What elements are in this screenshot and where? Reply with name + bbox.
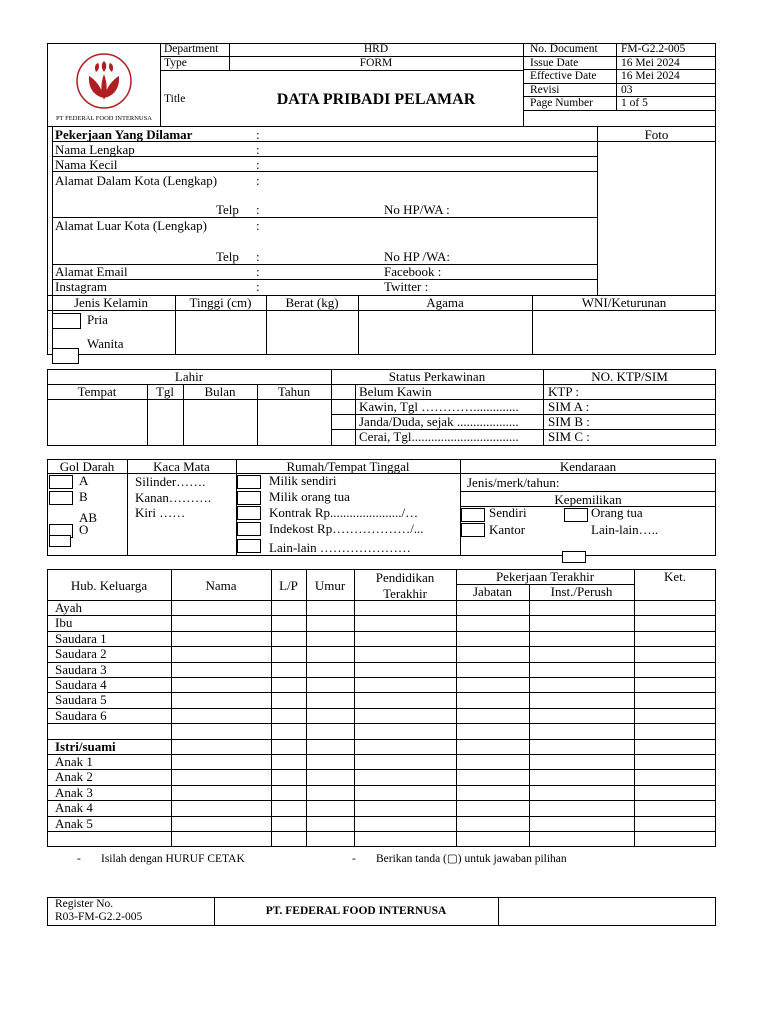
- register-value: R03-FM-G2.2-005: [55, 911, 143, 923]
- note-dash: -: [352, 853, 356, 865]
- janda-duda-label: Janda/Duda, sejak ...................: [359, 414, 519, 429]
- page-title: DATA PRIBADI PELAMAR: [276, 91, 476, 108]
- umur-header: Umur: [314, 578, 346, 593]
- gol-a-checkbox[interactable]: [49, 475, 73, 489]
- milik-sendiri-checkbox[interactable]: [237, 475, 261, 489]
- telp-label: Telp: [216, 249, 239, 264]
- family-relation-label: Ayah: [55, 600, 82, 615]
- table-row[interactable]: [48, 692, 715, 707]
- lp-header: L/P: [279, 578, 298, 593]
- bulan-header: Bulan: [204, 384, 236, 399]
- nama-header: Nama: [205, 578, 237, 593]
- table-row[interactable]: [48, 662, 715, 677]
- nama-lengkap-label: Nama Lengkap: [55, 142, 135, 157]
- family-relation-label: Saudara 2: [55, 646, 107, 661]
- twitter-label: Twitter :: [384, 279, 429, 294]
- no-document-value: FM-G2.2-005: [621, 43, 686, 55]
- gol-ab-label: AB: [79, 510, 98, 525]
- milik-ortu-checkbox[interactable]: [237, 491, 261, 505]
- table-row[interactable]: [48, 739, 715, 754]
- gol-o-checkbox[interactable]: [49, 535, 71, 547]
- sim-a-label: SIM A :: [548, 399, 590, 414]
- colon: :: [256, 202, 260, 217]
- ktp-label: KTP :: [548, 384, 579, 399]
- wanita-label: Wanita: [87, 336, 124, 351]
- pria-label: Pria: [87, 312, 108, 327]
- belum-kawin-label: Belum Kawin: [359, 384, 432, 399]
- note-huruf-cetak: Isilah dengan HURUF CETAK: [101, 853, 245, 865]
- rumah-header: Rumah/Tempat Tinggal: [286, 459, 410, 474]
- sim-c-label: SIM C :: [548, 429, 590, 444]
- pekerjaan-terakhir-header: Pekerjaan Terakhir: [495, 569, 595, 584]
- tahun-header: Tahun: [277, 384, 311, 399]
- cerai-label: Cerai, Tgl.................................: [359, 429, 519, 444]
- family-relation-label: Saudara 1: [55, 631, 107, 646]
- table-row[interactable]: [48, 708, 715, 723]
- nama-kecil-label: Nama Kecil: [55, 157, 118, 172]
- colon: :: [256, 218, 260, 233]
- department-label: Department: [164, 43, 219, 55]
- wanita-checkbox[interactable]: [52, 348, 79, 364]
- colon: :: [256, 127, 260, 142]
- note-dash: -: [77, 853, 81, 865]
- revisi-label: Revisi: [530, 84, 560, 96]
- jenis-kelamin-header: Jenis Kelamin: [73, 295, 148, 310]
- family-relation-label: Anak 1: [55, 754, 93, 769]
- family-relation-label: Istri/suami: [55, 739, 116, 754]
- photo-area[interactable]: [598, 142, 715, 294]
- lain-lain-rumah-checkbox[interactable]: [237, 539, 261, 553]
- note-tanda: Berikan tanda (▢) untuk jawaban pilihan: [376, 853, 567, 865]
- cerai-checkbox[interactable]: [332, 430, 355, 445]
- tgl-header: Tgl: [155, 384, 175, 399]
- table-row[interactable]: [48, 677, 715, 692]
- milik-sendiri-label: Milik sendiri: [269, 473, 337, 488]
- gol-b-label: B: [79, 489, 88, 504]
- effective-date-label: Effective Date: [530, 70, 597, 82]
- inst-header: Inst./Perush: [550, 584, 613, 599]
- hub-keluarga-header: Hub. Keluarga: [70, 578, 148, 593]
- no-hp-wa-label: No HP /WA:: [384, 249, 450, 264]
- colon: :: [256, 173, 260, 188]
- jenis-merk-label: Jenis/merk/tahun:: [467, 475, 560, 490]
- milik-ortu-label: Milik orang tua: [269, 489, 350, 504]
- family-relation-label: Saudara 5: [55, 692, 107, 707]
- colon: :: [256, 157, 260, 172]
- company-small-label: PT FEDERAL FOOD INTERNUSA: [56, 115, 152, 122]
- indekost-label: Indekost Rp………………/...: [269, 521, 424, 536]
- silinder-label: Silinder…….: [135, 474, 206, 489]
- kantor-label: Kantor: [489, 522, 526, 537]
- gol-o-label: O: [79, 522, 89, 537]
- foto-label: Foto: [644, 127, 669, 142]
- table-row[interactable]: [48, 631, 715, 646]
- telp-label: Telp: [216, 202, 239, 217]
- table-row[interactable]: [48, 800, 715, 815]
- family-relation-label: Ibu: [55, 615, 73, 630]
- gol-darah-header: Gol Darah: [59, 459, 115, 474]
- table-row[interactable]: [48, 646, 715, 661]
- no-document-label: No. Document: [530, 43, 598, 55]
- family-relation-label: Anak 3: [55, 785, 93, 800]
- gol-b-checkbox[interactable]: [49, 491, 73, 505]
- issue-date-value: 16 Mei 2024: [621, 57, 680, 69]
- tempat-header: Tempat: [77, 384, 117, 399]
- kendaraan-header: Kendaraan: [559, 459, 617, 474]
- facebook-label: Facebook :: [384, 264, 442, 279]
- colon: :: [256, 264, 260, 279]
- no-hp-wa-label: No HP/WA :: [384, 202, 450, 217]
- company-logo-icon: [74, 52, 134, 110]
- kontrak-label: Kontrak Rp....................../…: [269, 505, 419, 520]
- alamat-email-label: Alamat Email: [55, 264, 128, 279]
- register-label: Register No.: [55, 898, 114, 910]
- family-relation-label: Saudara 3: [55, 662, 107, 677]
- issue-date-label: Issue Date: [530, 57, 579, 69]
- pria-checkbox[interactable]: [52, 313, 81, 329]
- jabatan-header: Jabatan: [473, 584, 512, 599]
- family-relation-label: Saudara 4: [55, 677, 107, 692]
- kanan-label: Kanan……….: [135, 490, 212, 505]
- kaca-mata-header: Kaca Mata: [153, 459, 210, 474]
- table-row[interactable]: [48, 816, 715, 831]
- lain-lain-rumah-label: Lain-lain …………………: [269, 540, 411, 555]
- pekerjaan-label: Pekerjaan Yang Dilamar: [55, 127, 193, 142]
- instagram-label: Instagram: [55, 279, 107, 294]
- kiri-label: Kiri ……: [135, 505, 186, 520]
- family-relation-label: Anak 2: [55, 769, 93, 784]
- lain-lain-kend-checkbox[interactable]: [562, 551, 586, 563]
- footer-company: PT. FEDERAL FOOD INTERNUSA: [265, 905, 447, 917]
- colon: :: [256, 249, 260, 264]
- pendidikan-header-2: Terakhir: [383, 586, 427, 601]
- type-value: FORM: [359, 57, 393, 69]
- family-relation-label: Anak 4: [55, 800, 93, 815]
- department-value: HRD: [363, 43, 389, 55]
- title-label: Title: [164, 93, 186, 105]
- family-relation-label: Saudara 6: [55, 708, 107, 723]
- kawin-label: Kawin, Tgl …………..............: [359, 399, 519, 414]
- alamat-dalam-label: Alamat Dalam Kota (Lengkap): [55, 173, 218, 188]
- tinggi-header: Tinggi (cm): [189, 295, 252, 310]
- table-row[interactable]: [48, 769, 715, 784]
- kantor-checkbox[interactable]: [461, 523, 485, 537]
- table-row[interactable]: [48, 831, 715, 846]
- indekost-checkbox[interactable]: [237, 522, 261, 536]
- table-row[interactable]: [48, 723, 715, 738]
- lahir-header: Lahir: [174, 369, 204, 384]
- no-ktp-header: NO. KTP/SIM: [591, 369, 668, 384]
- agama-header: Agama: [426, 295, 464, 310]
- table-row[interactable]: [48, 600, 715, 615]
- table-row[interactable]: [48, 615, 715, 630]
- page-number-label: Page Number: [530, 97, 593, 109]
- effective-date-value: 16 Mei 2024: [621, 70, 680, 82]
- belum-kawin-checkbox[interactable]: [332, 385, 355, 399]
- page-number-value: 1 of 5: [621, 97, 648, 109]
- kepemilikan-header: Kepemilikan: [554, 492, 622, 507]
- orang-tua-checkbox[interactable]: [564, 508, 588, 522]
- lain-lain-kend-label: Lain-lain…..: [591, 522, 659, 537]
- sendiri-label: Sendiri: [489, 505, 527, 520]
- table-row[interactable]: [48, 754, 715, 769]
- sendiri-checkbox[interactable]: [461, 508, 485, 522]
- revisi-value: 03: [621, 84, 633, 96]
- wni-header: WNI/Keturunan: [581, 295, 667, 310]
- gol-a-label: A: [79, 473, 89, 488]
- pendidikan-header: Pendidikan: [375, 570, 435, 585]
- alamat-luar-label: Alamat Luar Kota (Lengkap): [55, 218, 207, 233]
- colon: :: [256, 142, 260, 157]
- sim-b-label: SIM B :: [548, 414, 590, 429]
- table-row[interactable]: [48, 785, 715, 800]
- colon: :: [256, 279, 260, 294]
- kawin-checkbox[interactable]: [332, 400, 355, 414]
- ket-header: Ket.: [663, 569, 687, 584]
- type-label: Type: [164, 57, 187, 69]
- orang-tua-label: Orang tua: [591, 505, 643, 520]
- kontrak-checkbox[interactable]: [237, 506, 261, 520]
- family-relation-label: Anak 5: [55, 816, 93, 831]
- status-perkawinan-header: Status Perkawinan: [388, 369, 486, 384]
- janda-duda-checkbox[interactable]: [332, 415, 355, 429]
- berat-header: Berat (kg): [285, 295, 339, 310]
